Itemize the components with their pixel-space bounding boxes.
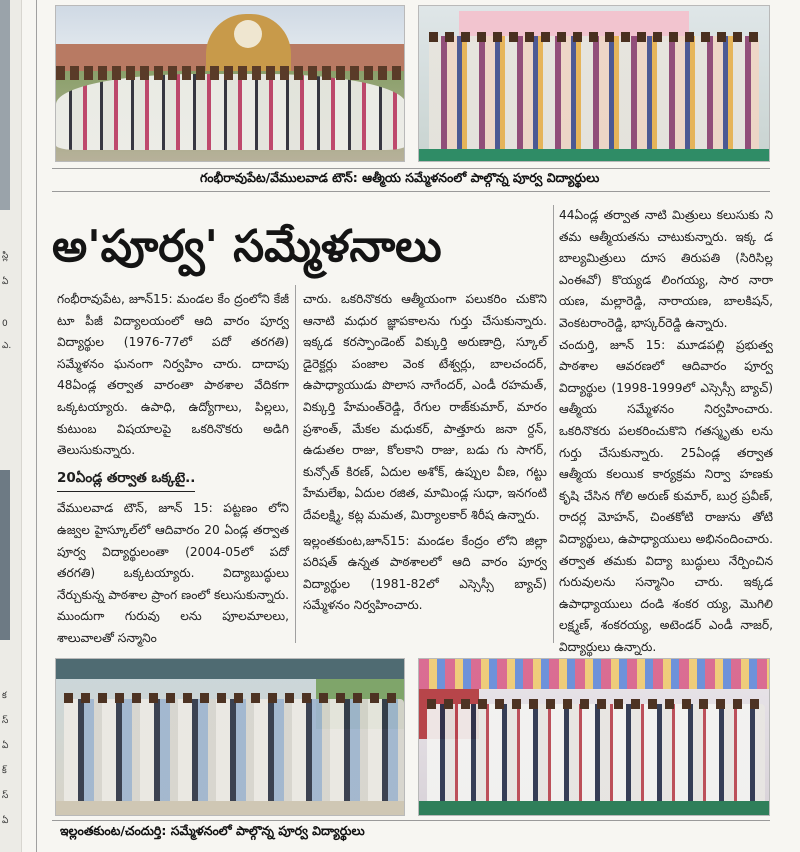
- caption-rule: [52, 168, 770, 169]
- top-caption: గంభీరావుపేట/వేములవాడ టౌన్: ఆత్మీయ సమ్మేళనంలో పాల్గొన్న పూర్వ విద్యార్థులు: [200, 170, 600, 185]
- paragraph: ఇల్లంతకుంట,జూన్15: మండల కేంద్రం లోని జిల్లా పరిషత్ ఉన్నత పాఠశాలలో ఆది వారం పూర్వ విద్యార్థుల (1981-82లో ఎస్సెస్సీ బ్యాచ్) సమ్మేళనం నిర్వహించారు.: [303, 533, 547, 613]
- adjacent-article-strip: [0, 0, 22, 852]
- edge-fragment: ఏ: [2, 277, 9, 287]
- article-column-3: [559, 205, 773, 658]
- bottom-caption: ఇల్లంతకుంట/చందుర్తి: సమ్మేళనంలో పాల్గొన్న పూర్వ విద్యార్థులు: [60, 823, 365, 838]
- page-margin-rule: [36, 0, 37, 852]
- paragraph: గంభీరావుపేట, జూన్15: మండల కేం ద్రంలోని కేజీ టూ పీజీ విద్యాలయంలో ఆది వారం పూర్వ విద్యార్థుల (1976-77లో పదో తరగతి) సమ్మేళనం ఘనంగా నిర్వహిం చారు. దాదాపు 48ఏండ్ల తర్వాత వారంతా పాఠశాల వేదికగా ఒక్కటయ్యారు. ఉపాధి, ఉద్యోగాలు, పిల్లలు, కుటుంబ విషయాలపై ఒకరినొకరు అడిగి తెలుసుకున్నారు.: [57, 292, 289, 458]
- edge-fragment: స్లి: [2, 251, 9, 261]
- edge-fragment: క: [2, 691, 7, 701]
- photo-top-right: [418, 5, 770, 162]
- paragraph: వేములవాడ టౌన్, జూన్ 15: పట్టణం లోని ఉజ్వల హైస్కూల్‌లో ఆదివారం 20 ఏండ్ల తర్వాత పూర్వ విద్యార్థులంతా (2004-05లో పదో తరగతి) ఒక్కటయ్యారు. విద్యాబుద్ధులు నేర్చుకున్న పాఠశాల ప్రాంగ ణంలో కలుసుకున్నారు. ముందుగా గురువు లను పూలమాలలు, శాలువాలతో సన్మానిం: [57, 501, 289, 645]
- edge-fragment: 0: [2, 319, 8, 329]
- column-separator: [553, 205, 554, 643]
- photo-bottom-left: [55, 658, 405, 816]
- headline: అ'పూర్వ' సమ్మేళనాలు: [52, 221, 442, 272]
- column-separator: [295, 285, 296, 643]
- paragraph: 44ఏండ్ల తర్వాత నాటి మిత్రులు కలుసుకు ని తమ ఆత్మీయతను చాటుకున్నారు. ఇక్క డ బాల్యమిత్రులు దూస తిరుపతి (సిరిసిల్ల ఎంఈవో) కొయ్యడ లింగయ్య, సార నారా యణ, మల్లారెడ్డి, నారాయణ, బాలకిషన్, వెంకటరాంరెడ్డి, భాస్కర్‌రెడ్డి ఉన్నారు.: [559, 208, 773, 330]
- article-column-2: [303, 289, 547, 617]
- edge-fragment: క్: [2, 766, 7, 776]
- photo-top-left: [55, 5, 405, 162]
- photo-bottom-right: [418, 658, 770, 816]
- edge-fragment: ఏ: [2, 741, 9, 751]
- edge-fragment: ఏ: [2, 816, 9, 826]
- caption-rule: [52, 191, 770, 192]
- paragraph: చందుర్తి, జూన్ 15: మూడపల్లి ప్రభుత్వ పాఠశాల ఆవరణలో ఆదివారం పూర్వ విద్యార్థుల (1998-1999లో ఎస్సెస్సీ బ్యాచ్) ఆత్మీయ సమ్మేళనం నిర్వహించారు. ఒకరినొకరు పలకరించుకొని గతస్మృతు లను గుర్తు చేసుకున్నారు. 25ఏండ్ల తర్వాత ఆత్మీయ కలయిక కార్యక్రమ నిర్వా హణకు కృషి చేసిన గోలి అరుణ్ కుమార్, బుర్ర ప్రవీణ్, రాదర్ల మోహన్, చింతకోటి రాజును తోటి విద్యార్థులు, ఉపాధ్యాయులు అభినందించారు. తర్వాత తమకు విద్యా బుద్ధులు నేర్పించిన గురువులను సన్మానిం చారు. ఇక్కడ ఉపాధ్యాయులు దండి శంకర య్య, మొగిలి లక్ష్మణ్, శంకరయ్య, అటెండర్ ఎండీ నాజర్, విద్యార్థులు ఉన్నారు.: [559, 337, 773, 654]
- subheading: 20ఏండ్ల తర్వాత ఒక్కటై..: [57, 468, 195, 493]
- edge-fragment: స్: [2, 716, 9, 726]
- paragraph: చారు. ఒకరినొకరు ఆత్మీయంగా పలుకరిం చుకొని ఆనాటి మధుర జ్ఞాపకాలను గుర్తు చేసుకున్నారు. ఇక్కడ కరస్పాండెంట్ విక్కుర్తి అరుణాద్రి, స్కూల్ డైరెక్టర్లు పంజాల వెంక టేశ్వర్లు, బాలచందర్, ఉపాధ్యాయుడు పొలాస నాగేందర్, ఎండీ రహమత్, విక్కుర్తి హేమంత్‌రెడ్డి, రేగుల రాజ్‌కుమార్, మారం ప్రశాంత్, మేకల మధుకర్, పాత్తూరు జనా ర్దన్, ఉడుతల రాజు, కోలకాని రాజు, బడు గు సాగర్, కున్సోత్ కిరణ్, ఏదుల అశోక్, ఉప్పుల వీణ, గట్టు హేమలేఖ, ఏదుల రజిత, మామిండ్ల సుధా, ఇనగంటి దేవలక్ష్మి, కట్ల మమత, మిర్యాలకార్ శిరీష ఉన్నారు.: [303, 292, 547, 522]
- edge-fragment: స్: [2, 791, 9, 801]
- article-column-1: [57, 289, 289, 650]
- caption-rule: [52, 820, 770, 821]
- edge-fragment: ఎ.: [2, 341, 12, 351]
